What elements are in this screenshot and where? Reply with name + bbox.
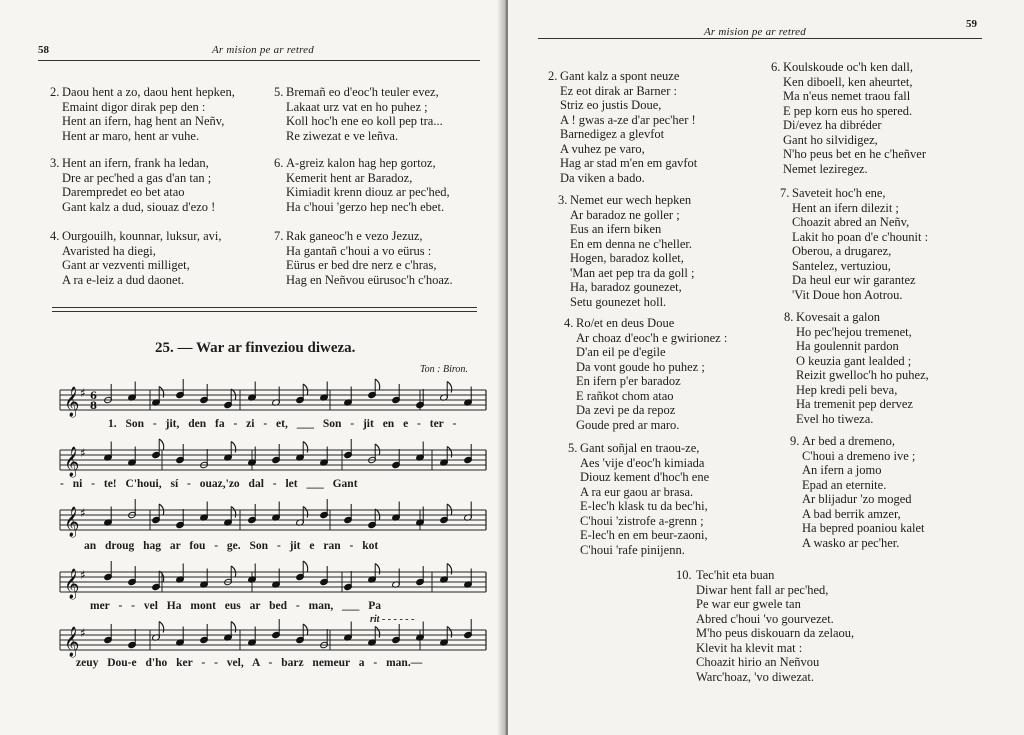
note-flag — [447, 382, 452, 393]
note-flag — [303, 624, 308, 635]
treble-clef: 𝄞 — [64, 627, 80, 657]
note-flag — [375, 509, 380, 520]
stanza: 2. Gant kalz a spont neuze Ez eot dirak ar Barner : Striz eo justis Doue, A ! gwas a-ze d'ar pec'her ! Barnedigez a glevfot A vuhez pe varo, Hag ar stad m'en em gavfot Da viken a bado. — [548, 69, 698, 185]
treble-clef: 𝄞 — [64, 387, 80, 417]
note-flag — [447, 564, 452, 575]
note-flag — [375, 379, 380, 390]
stanza: 7. Saveteit hoc'h ene, Hent an ifern dilezit ; Choazit abred an Neñv, Lakit ho poan d'e c'hounit : Oberou, a drugarez, Santelez, vertuziou, Da heul eur wir garantez 'Vit Doue hon Aotrou. — [780, 186, 929, 302]
music-lyric-line: zeuy Dou-e d'ho ker - - vel, A - barz nemeur a - man.— — [76, 657, 423, 669]
running-head: Ar mision pe ar retred — [704, 26, 806, 38]
note-flag — [159, 571, 164, 582]
note-flag — [159, 622, 164, 633]
note-flag — [231, 566, 236, 577]
left-page — [0, 0, 505, 735]
note-flag — [231, 442, 236, 453]
stanza: 5. Gant soñjal en traou-ze, Aes 'vije d'eoc'h kimiada Diouz kement d'hoc'h ene A ra eur gaou ar brasa. E-lec'h klask tu da bec'hi, C'houi 'zistrofe a-grenn ; E-lec'h en em beur-zaoni, C'houi 'rafe pinijenn. — [568, 441, 710, 557]
note-flag — [375, 444, 380, 455]
key-sharp: ♯ — [80, 626, 86, 640]
stanza: 4. Ourgouilh, kounnar, luksur, avi, Avaristed ha diegi, Gant ar vezventi milliget, A ra e-leiz a dud daonet. — [50, 229, 222, 287]
music-lyric-line: - ni - te! C'houi, sí - ouaz,'zo dal - let ___ Gant — [60, 478, 358, 490]
note-flag — [303, 384, 308, 395]
stanza: 7. Rak ganeoc'h e vezo Jezuz, Ha gantañ c'houi a vo eürus : Eürus er bed dre nerz e c'hras, Hag en Neñvou eürusoc'h c'hoaz. — [274, 229, 453, 287]
page-number: 58 — [38, 44, 49, 56]
stanza: 10. Tec'hit eta buan Diwar hent fall ar pec'hed, Pe war eur gwele tan Abred c'houi 'vo gourvezet. M'ho peus diskouarn da zelaou, Klevit ha klevit mat : Choazit hirio an Neñvou Warc'hoaz, 'vo diwezat. — [676, 568, 855, 684]
note-flag — [303, 507, 308, 518]
key-sharp: ♯ — [80, 446, 86, 460]
treble-clef: 𝄞 — [64, 569, 80, 599]
note-flag — [447, 627, 452, 638]
note-flag — [375, 627, 380, 638]
key-sharp: ♯ — [80, 386, 86, 400]
music-lyric-line: 1. Son - jit, den fa - zi - et, ___ Son - jit en e - ter - — [108, 418, 457, 430]
page-number: 59 — [966, 18, 977, 30]
music-lyric-line: an droug hag ar fou - ge. Son - jit e ran - kot — [84, 540, 379, 552]
stanza: 2. Daou hent a zo, daou hent hepken, Emaint digor dirak pep den : Hent an ifern, hag hent an Neñv, Hent ar maro, hent ar vuhe. — [50, 85, 235, 143]
stanza: 8. Kovesait a galon Ho pec'hejou tremenet, Ha goulennit pardon O keuzia gant lealded ; Reizit gwelloc'h ho puhez, Hep kredi peli beva, Ha tremenit pep dervez Evel ho tiweza. — [784, 310, 929, 426]
time-signature: 6 — [90, 391, 97, 402]
stanza: 4. Ro/et en deus Doue Ar choaz d'eoc'h e gwirionez : D'an eil pe d'egile Da vont goude ho puhez ; En ifern p'er baradoz E rañkot chom atao Da zevi pe da repoz Goude pred ar maro. — [564, 316, 728, 432]
note-flag — [303, 442, 308, 453]
note-flag — [447, 504, 452, 515]
note-flag — [159, 387, 164, 398]
note-flag — [159, 504, 164, 515]
stanza: 3. Nemet eur wech hepken Ar baradoz ne goller ; Eus an ifern biken En em denna ne c'heller. Hogen, baradoz kollet, 'Man aet pep tra da goll ; Ha, baradoz gounezet, Setu gounezet holl. — [558, 193, 695, 309]
note-flag — [231, 389, 236, 400]
note-flag — [231, 622, 236, 633]
running-head: Ar mision pe ar retred — [212, 44, 314, 56]
ritardando-mark: rit - - - - - - — [370, 614, 415, 625]
treble-clef: 𝄞 — [64, 507, 80, 537]
music-lyric-line: mer - - vel Ha mont eus ar bed - man, ___ Pa — [90, 600, 382, 612]
tune-label: Ton : Biron. — [420, 364, 468, 375]
header-rule — [538, 38, 982, 39]
note-flag — [447, 447, 452, 458]
stanza: 6. A-greiz kalon hag hep gortoz, Kemerit hent ar Baradoz, Kimiadit krenn diouz ar pec'hed, Ha c'houi 'gerzo hep nec'h ebet. — [274, 156, 450, 214]
stanza: 5. Bremañ eo d'eoc'h teuler evez, Lakaat urz vat en ho puhez ; Koll hoc'h ene eo koll pep tra... Re ziwezat e ve leñva. — [274, 85, 443, 143]
key-sharp: ♯ — [80, 506, 86, 520]
hymn-title: 25. — War ar finveziou diweza. — [155, 340, 356, 356]
time-signature: 8 — [90, 401, 97, 412]
music-notation — [0, 0, 505, 735]
note-flag — [303, 561, 308, 572]
treble-clef: 𝄞 — [64, 447, 80, 477]
note-flag — [231, 507, 236, 518]
stanza: 6. Koulskoude oc'h ken dall, Ken diboell, ken aheurtet, Ma n'eus nemet traou fall E pep korn eus ho spered. Di/evez ha dibréder Gant ho silvidigez, N'ho peus bet en he c'heñver Nemet leziregez. — [771, 60, 926, 176]
note-flag — [159, 439, 164, 450]
key-sharp: ♯ — [80, 568, 86, 582]
stanza: 3. Hent an ifern, frank ha ledan, Dre ar pec'hed a gas d'an tan ; Darempredet eo bet atao Gant kalz a dud, siouaz d'ezo ! — [50, 156, 216, 214]
stanza: 9. Ar bed a dremeno, C'houi a dremeno ive ; An ifern a jomo Epad an eternite. Ar blijadur 'zo moged A bad berrik amzer, Ha bepred poaniou kalet A wasko ar pec'her. — [790, 434, 925, 550]
right-page — [508, 0, 1024, 735]
note-flag — [375, 564, 380, 575]
